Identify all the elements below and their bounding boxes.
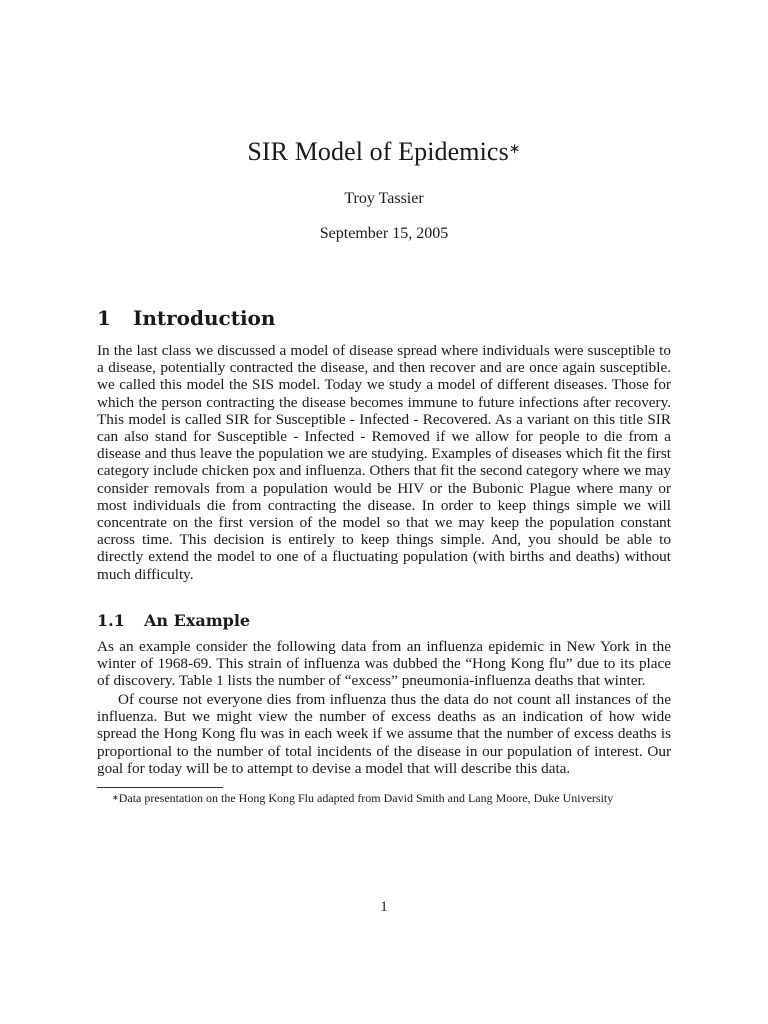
example-paragraph-1: As an example consider the following data from an influenza epidemic in New York in the winter of 1968-69. This strain of influenza was dubbed the “Hong Kong flu” due to its place of discovery. Table 1 lists the number of “excess” pneumonia-influenza deaths that winter. (97, 638, 671, 690)
subsection-heading-an-example (97, 610, 250, 632)
footnote-mark: ∗ (112, 793, 119, 802)
paper-title (0, 134, 768, 170)
paper-title-text: SIR Model of Epidemics (247, 137, 509, 166)
page-number: 1 (380, 899, 388, 915)
subsection-title: An Example (144, 611, 251, 630)
section-number: 1 (97, 306, 111, 330)
paper-date: September 15, 2005 (319, 225, 449, 242)
paper-author: Troy Tassier (344, 190, 424, 207)
section-title: Introduction (133, 306, 276, 330)
title-footnote-mark: ∗ (508, 142, 521, 157)
footnote-text: Data presentation on the Hong Kong Flu adapted from David Smith and Lang Moore, Duke University (118, 791, 614, 805)
introduction-paragraph: In the last class we discussed a model of disease spread where individuals were susceptible to a disease, potentially contracted the disease, and then recover and are once again susceptible. we called this model the SIS model. Today we study a model of different diseases. Those for which the person contracting the disease becomes immune to future infections after recovery. This model is called SIR for Susceptible - Infected - Recovered. As a variant on this title SIR can also stand for Susceptible - Infected - Removed if we allow for people to die from a disease and thus leave the population we are studying. Examples of diseases which fit the first category include chicken pox and influenza. Others that fit the second category where we may consider removals from a population would be HIV or the Bubonic Plague where many or most individuals die from contracting the disease. In order to keep things simple we will concentrate on the first version of the model so that we may keep the population constant across time. This decision is entirely to keep things simple. And, you should be able to directly extend the model to one of a fluctuating population (with births and deaths) without much difficulty. (97, 342, 671, 583)
subsection-number: 1.1 (97, 611, 125, 630)
footnote (112, 791, 712, 806)
section-heading-introduction (97, 303, 275, 333)
example-paragraph-2: Of course not everyone dies from influenza thus the data do not count all instances of the influenza. But we might view the number of excess deaths as an indication of how wide spread the Hong Kong flu was in each week if we assume that the number of excess deaths is proportional to the number of total incidents of the disease in our population of interest. Our goal for today will be to attempt to devise a model that will describe this data. (97, 691, 671, 777)
footnote-divider (97, 787, 223, 788)
